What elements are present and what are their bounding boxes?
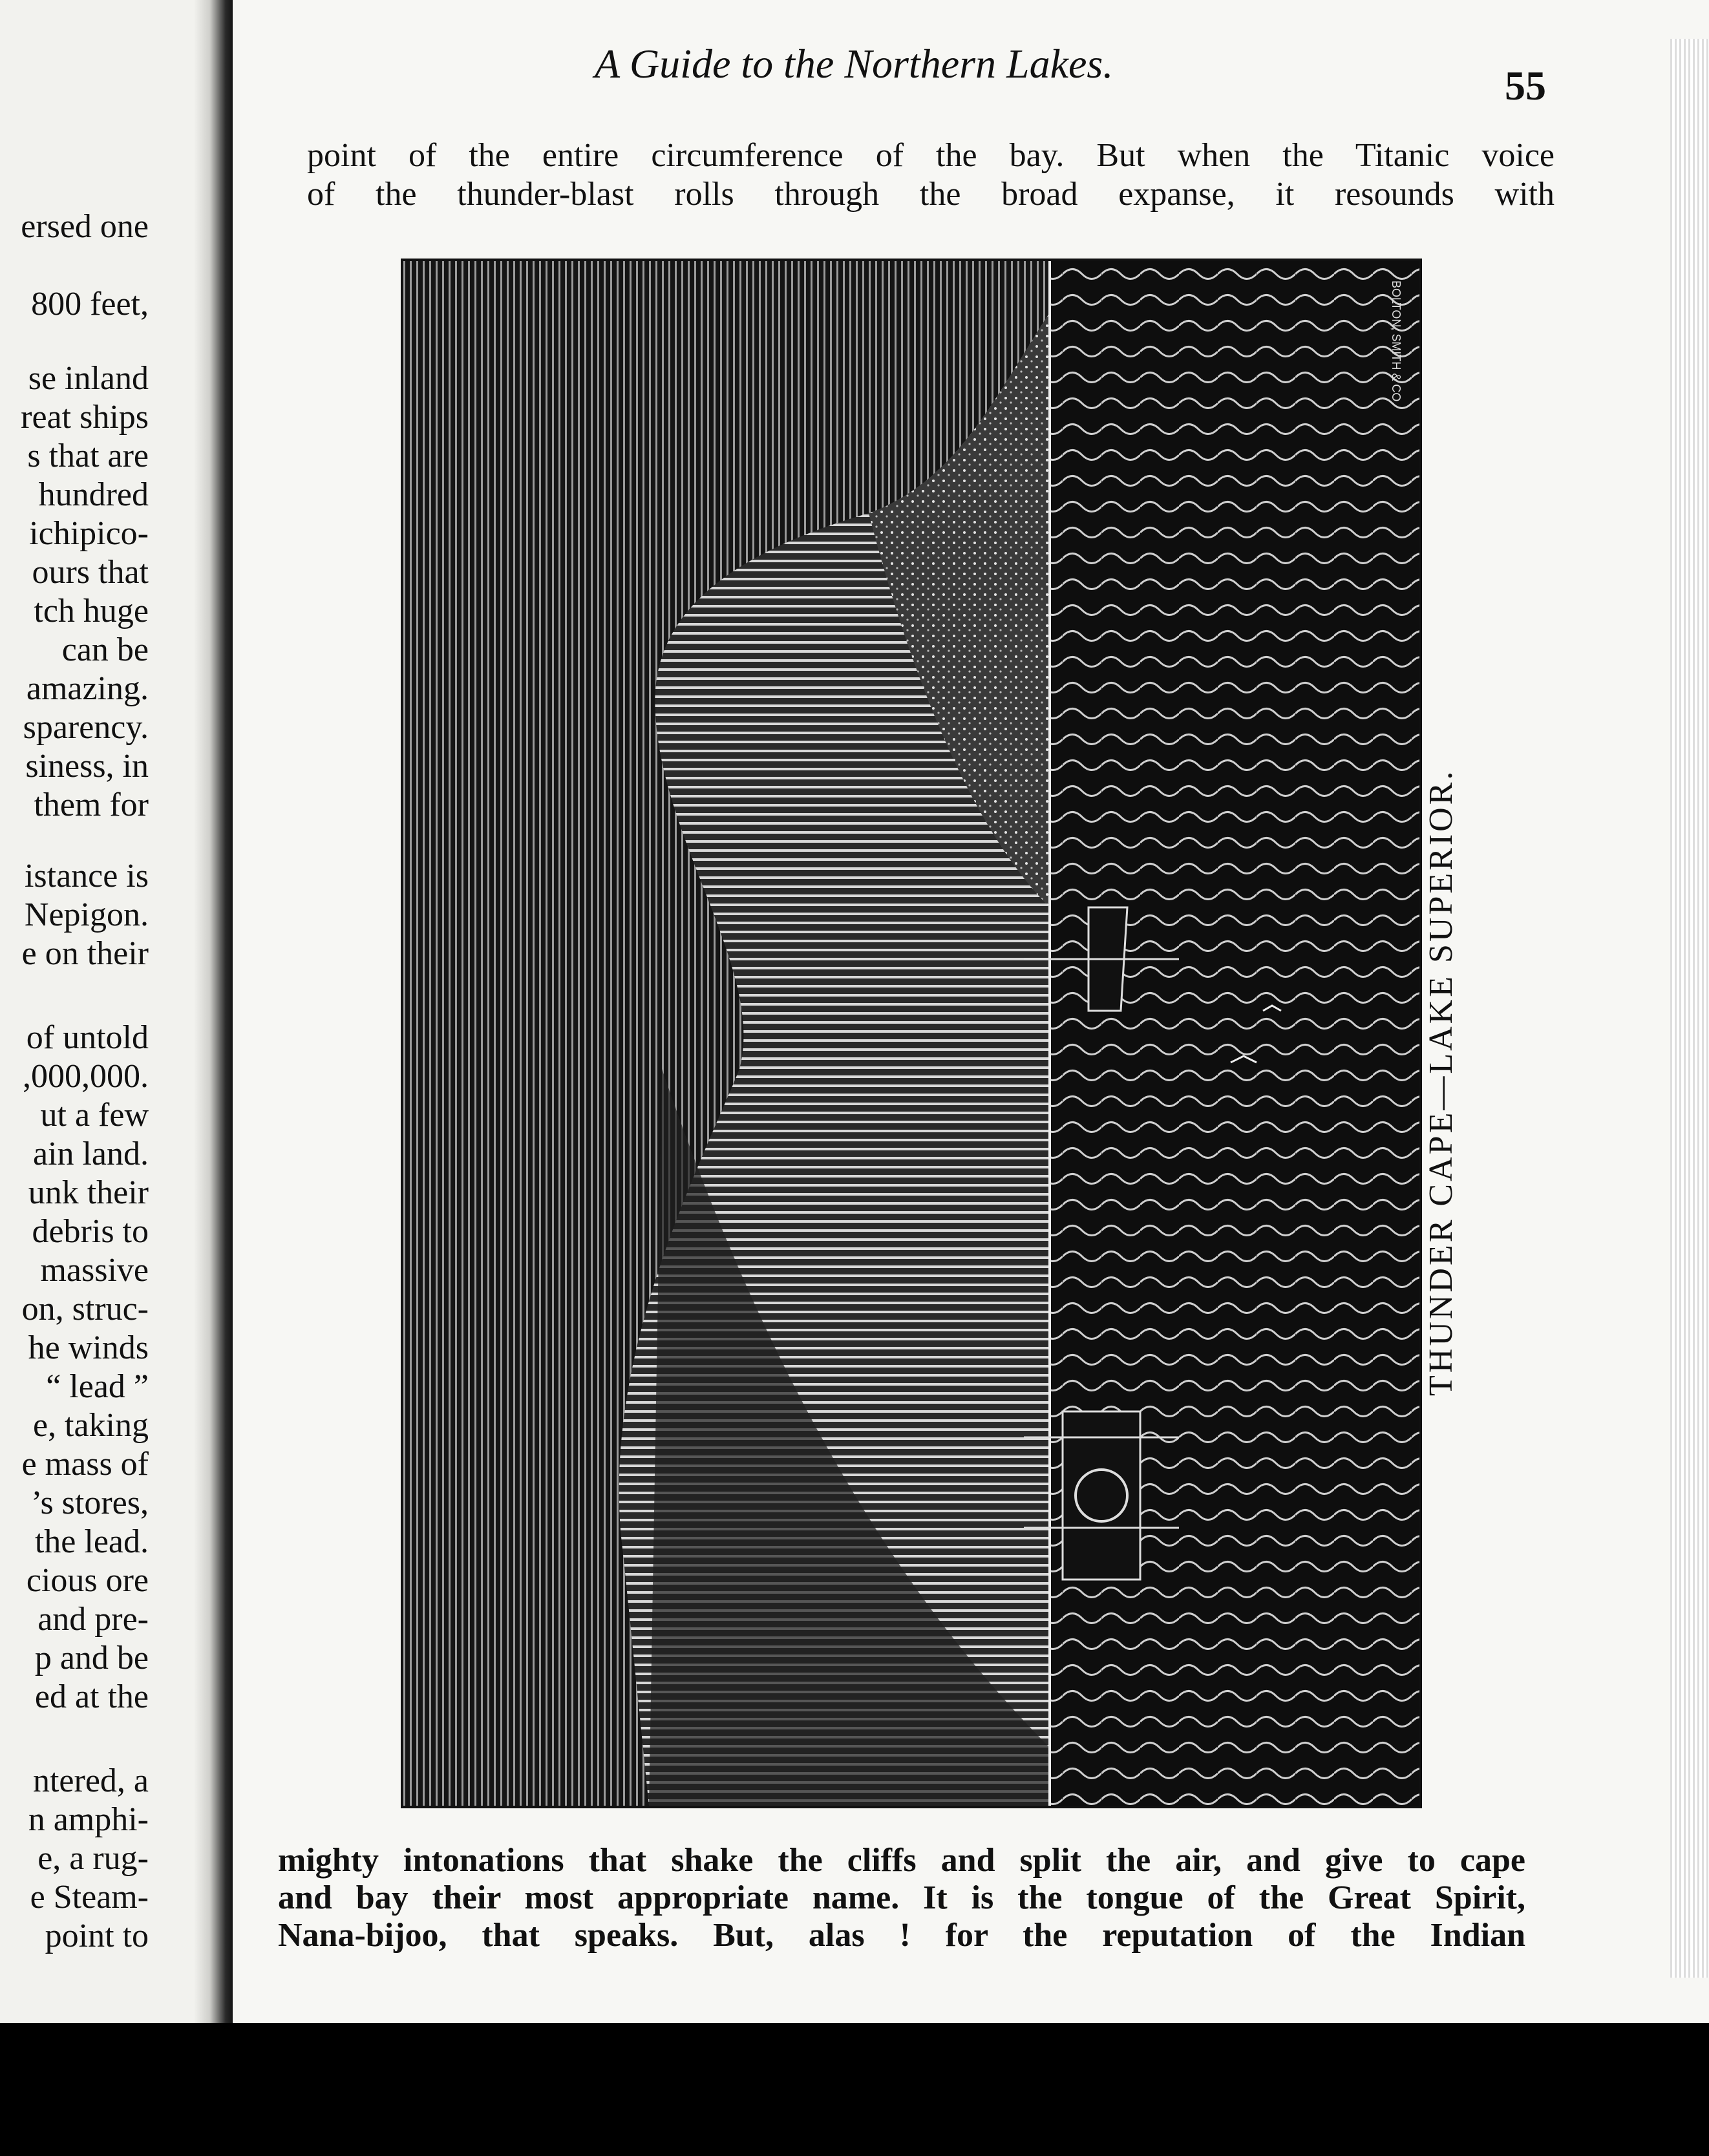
previous-page-line: “ lead ” — [46, 1368, 149, 1405]
previous-page-line: reat ships — [21, 399, 149, 436]
previous-page-line: ed at the — [34, 1678, 149, 1715]
previous-page-line: e, a rug- — [37, 1840, 149, 1877]
previous-page-line: n amphi- — [28, 1801, 149, 1838]
previous-page-line: hundred — [38, 476, 149, 513]
previous-page-text — [0, 0, 213, 2156]
previous-page-line: se inland — [28, 360, 149, 397]
body-line: of the thunder-blast rolls through the broad expanse, it resounds with — [307, 176, 1555, 213]
previous-page-line: ours that — [32, 554, 149, 591]
previous-page-line: unk their — [28, 1174, 149, 1211]
previous-page-line: and pre- — [37, 1601, 149, 1638]
previous-page-line: ntered, a — [32, 1762, 149, 1799]
previous-page-line: point to — [45, 1918, 149, 1954]
illustration-caption: THUNDER CAPE—LAKE SUPERIOR. — [1423, 768, 1460, 1396]
body-line: mighty intonations that shake the cliffs and split the air, and give to cape — [278, 1842, 1525, 1879]
previous-page-line: e mass of — [21, 1446, 149, 1483]
previous-page-line: p and be — [34, 1640, 149, 1676]
previous-page-line: debris to — [32, 1213, 149, 1250]
previous-page-line: tch huge — [34, 593, 149, 629]
engraver-mark: BOLTON, SMITH & CO. — [1390, 280, 1403, 405]
previous-page-line: on, struc- — [21, 1291, 149, 1327]
body-line: and bay their most appropriate name. It is the tongue of the Great Spirit, — [278, 1879, 1525, 1916]
previous-page-line: of untold — [26, 1019, 149, 1056]
previous-page-line: ersed one — [21, 208, 149, 245]
engraving-image — [403, 261, 1419, 1806]
previous-page-line: the lead. — [34, 1523, 149, 1560]
previous-page-line: ain land. — [32, 1136, 149, 1172]
previous-page-line: ichipico- — [29, 515, 149, 552]
previous-page-line: e on their — [21, 935, 149, 972]
body-line: point of the entire circumference of the bay. But when the Titanic voice — [307, 137, 1555, 174]
page-number: 55 — [1505, 63, 1546, 109]
engraving-thunder-cape — [401, 259, 1422, 1808]
page-edges — [1670, 39, 1709, 1978]
running-header: A Guide to the Northern Lakes. — [595, 41, 1114, 87]
previous-page-line: ut a few — [40, 1097, 149, 1134]
body-line: Nana-bijoo, that speaks. But, alas ! for the reputation of the Indian — [278, 1917, 1525, 1954]
previous-page-line: istance is — [24, 858, 149, 894]
previous-page-line: sparency. — [23, 709, 149, 746]
previous-page-line: siness, in — [25, 748, 149, 785]
previous-page-line: cious ore — [26, 1562, 149, 1599]
scan-bottom-border — [0, 2023, 1709, 2156]
previous-page-line: Nepigon. — [24, 896, 149, 933]
previous-page-line: ’s stores, — [31, 1485, 149, 1521]
previous-page-line: massive — [40, 1252, 149, 1289]
previous-page-line: them for — [34, 787, 149, 823]
previous-page-line: e, taking — [32, 1407, 149, 1444]
previous-page-line: can be — [61, 631, 149, 668]
previous-page-line: e Steam- — [30, 1879, 149, 1916]
previous-page-line: ,000,000. — [23, 1058, 149, 1095]
previous-page-line: amazing. — [26, 670, 149, 707]
previous-page-line: he winds — [28, 1329, 149, 1366]
previous-page-line: 800 feet, — [31, 286, 149, 322]
previous-page-line: s that are — [27, 438, 149, 474]
